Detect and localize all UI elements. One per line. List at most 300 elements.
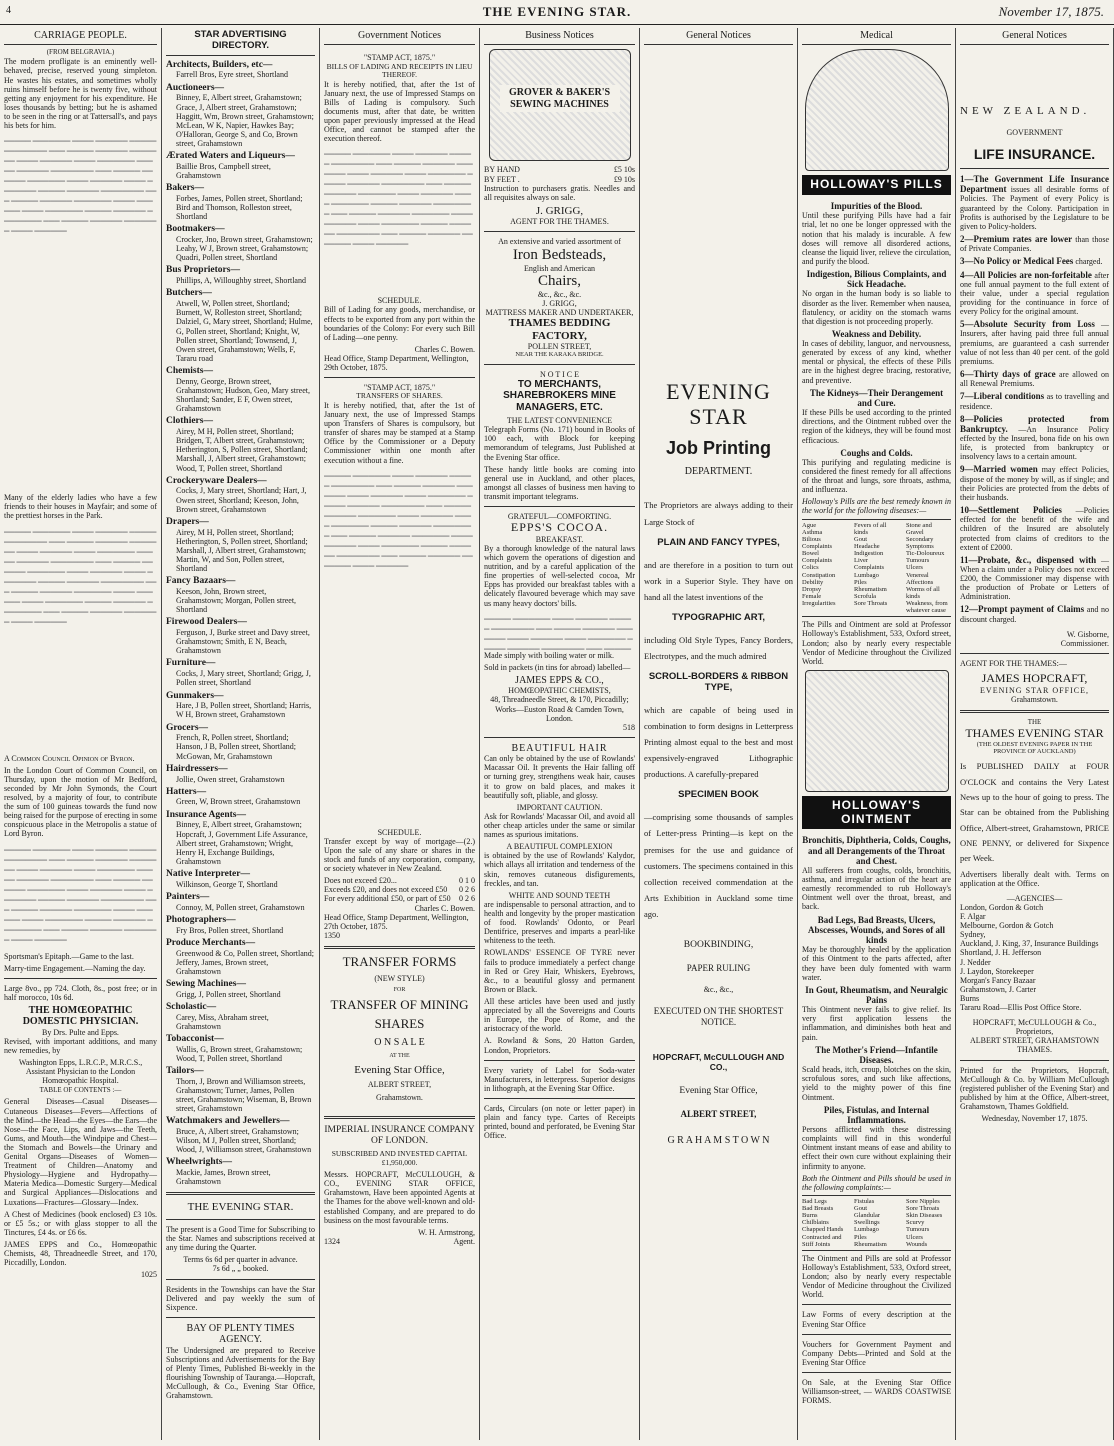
directory-category: Bootmakers— [166,224,225,235]
proprietor-company: HOPCRAFT, McCULLOUGH & Co., [972,1018,1097,1028]
article-subheading: A Common Council Opinion of Byron. [4,753,135,763]
disease-item: Bowel Complaints [802,550,832,565]
agency-item: Auckland, J. King, 37, Insurance Buildings [960,939,1099,949]
complexion-heading: A BEAUTIFUL COMPLEXION [506,842,613,852]
complaint-item: Chilblains [802,1219,829,1227]
price-label: BY HAND [484,165,520,175]
directory-item [166,224,315,262]
column-medical [798,28,956,1440]
transfer-title: TRANSFER FORMS [342,953,457,969]
directory-category: Chemists— [166,365,213,376]
complaint-item: Contracted and Stiff Joints [802,1233,842,1248]
sewing-machine-engraving [489,49,631,161]
agency-item: Tararu Road—Ellis Post Office Store. [960,1003,1082,1013]
complaint-item: Wounds [906,1240,928,1248]
directory-item [166,1002,315,1031]
proprietors-text: The Proprietors are always adding to their Large Stock of [644,500,793,527]
notice-body-text [324,146,475,296]
grigg-name: J. GRIGG, [535,204,584,217]
notice-heading: "STAMP ACT, 1875." [363,53,436,63]
insurance-item-heading: 9—Married women [960,464,1038,475]
vouchers: Vouchers for Government Payment and Company Debts—Printed and Sold at the Evening Star Office [802,1339,951,1367]
directory-category: Tobacconist— [166,1033,224,1044]
price-value: £5 10s [613,165,635,175]
insurance-item [960,505,1109,552]
directory-item [166,265,315,285]
schedule-heading: SCHEDULE. [377,296,422,306]
duty-table [324,876,475,903]
disease-item: Fevers of all kinds [854,521,887,536]
directory-item [166,151,315,180]
medical-text: No organ in the human body is so liable to disorder as the liver. Remember when nausea, flatulency, or acidity on the stomach warns that digestion is not proceeding properly. [802,289,951,326]
assortment-line: An extensive and varied assortment of [498,237,621,247]
divider [484,1060,635,1061]
directory-item [166,476,315,514]
directory-item [166,617,315,655]
directory-category: Insurance Agents— [166,809,246,820]
medical-heading: Impurities of the Blood. [830,201,923,212]
toc-heading: TABLE OF CONTENTS :— [39,1086,122,1095]
directory-entries: Wallis, G, Brown street, Grahamstown; Wood, T, Pollen street, Shortland [176,1044,303,1063]
insurance-item-heading: 10—Settlement Policies [960,505,1062,516]
medical-heading: Piles, Fistulas, and Internal Inflammations. [823,1104,930,1125]
disease-item: Liver Complaints [854,557,884,572]
directory-category: Bakers— [166,183,204,194]
directory-item [166,691,315,720]
agency-list [960,903,1109,1012]
disease-item: Lumbago [854,571,879,579]
column-heading: STAR ADVERTISING DIRECTORY. [166,28,315,56]
disease-item: Weakness, from whatever cause [906,600,948,615]
complaint-item: Bad Breasts [802,1205,834,1213]
cocoa-title: EPPS'S COCOA. [510,520,609,535]
complexion-text: is obtained by the use of Rowlands' Kalydor, which allays all irritation and tenderness of the skin, removes cutaneous disfigurements, freckles, and tan. [484,851,635,888]
life-insurance-heading: LIFE INSURANCE. [973,146,1096,163]
issue-date: November 17, 1875. [998,4,1104,19]
directory-item [166,787,315,807]
insurance-item-heading: 3—No Policy or Medical Fees [960,256,1074,267]
medical-heading: Weakness and Debility. [831,328,922,339]
transfer-line: TRANSFER OF MINING [330,996,469,1012]
page-number: 4 [6,5,11,16]
directory-entries: Jollie, Owen street, Grahamstown [176,774,285,784]
disease-item: Colics [802,564,819,572]
typographic-art: TYPOGRAPHIC ART, [671,611,766,623]
column-business-notices [480,28,640,1440]
divider [484,364,635,365]
transfer-line: SHARES [374,1015,425,1031]
disease-item: Scrofula [854,592,877,600]
evening-star-heading: EVENING STAR [666,379,771,430]
both-line: Both the Ointment and Pills should be used in the following complaints:— [802,1173,951,1192]
near-line: NEAR THE KARAKA BRIDGE. [515,351,604,359]
directory-item [166,979,315,999]
directory-category: Produce Merchants— [166,937,256,948]
price-row [484,175,635,184]
agency-item: Sydney, [960,930,986,940]
medical-heading: In Gout, Rheumatism, and Neuralgic Pains [805,984,948,1005]
cards-text: Cards, Circulars (on note or letter paper) in plain and fancy type. Cartes of Receipts printed, bound and perforated, be Evening Star Office. [484,1103,635,1141]
divider [484,1098,635,1099]
ad-number: 518 [623,722,635,732]
complaint-item: Skin Diseases [906,1212,943,1220]
disease-item: Worms of all kinds [906,585,940,600]
directory-entries: Phillips, A, Willoughby street, Shortland [176,276,306,286]
directory-entries: Crocker, Jno, Brown street, Grahamstown; Leahy, W J, Brown street, Grahamstown; Quadri, Pollen street, Shortland [176,235,313,263]
insurance-item [960,234,1109,253]
complaint-list [802,1195,951,1251]
directory-category: Gunmakers— [166,690,224,701]
column-government-notices [320,28,480,1440]
medical-heading: Bronchitis, Diphtheria, Colds, Coughs, and all Derangements of the Throat and Chest. [802,835,951,866]
article-body-text [4,524,157,754]
cocoa-company: JAMES EPPS & CO., [515,674,604,686]
directory-entries: Carey, Miss, Abraham street, Grahamstown [176,1012,269,1031]
directory-entries: Greenwood & Co, Pollen street, Shortland; Jeffery, James, Brown street, Grahamstown [176,948,314,976]
complaint-item: Chapped Hands [802,1226,844,1234]
duty-row [324,885,475,894]
directory-category: Painters— [166,891,210,902]
complaint-item: Ulcers [906,1233,923,1241]
directory-category: Drapers— [166,516,209,527]
directory-item [166,1034,315,1063]
column-job-printing [640,28,798,1440]
complaint-item: Tumours [906,1226,930,1234]
medical-heading: Indigestion, Bilious Complaints, and Sick Headache. [806,268,947,290]
including-text: including Old Style Types, Fancy Borders, Electrotypes, and the much admired [644,634,793,661]
signature-role: Commissioner. [1060,638,1109,648]
directory-entries: Thorn, J, Brown and Williamson streets, Grahamstown; Turner, James, Pollen street, Grahamstown; Wiseman, B, Brown street, Grahamstown [176,1076,312,1114]
disease-item: Female Irregularities [802,592,836,608]
insurance-item [960,369,1109,388]
insurance-item-text: may effect Policies, dispose of the money by will, as if single; and their Policies are protected from the debts of their husbands. [960,465,1110,502]
column-advertising-directory [162,28,320,1440]
insurance-item-heading: 11—Probate, &c., dispensed with [960,554,1097,565]
insurance-item-heading: 7—Liberal conditions [960,391,1045,402]
tes-title: THAMES EVENING STAR [965,725,1104,740]
insurance-list [960,174,1109,624]
cocoa-address: 48, Threadneedle Street, & 170, Piccadilly; Works—Euston Road & Camden Town, London. [490,695,629,723]
medical-text: If these Pills be used according to the printed directions, and the Ointment rubbed over the region of the kidneys, they will be found most efficacious. [802,408,951,445]
complaint-item: Rheumatism [854,1240,887,1248]
insurance-item-text: —An Insurance Policy effected by the Insured, bona fide on his own life, is protected from bankruptcy or insolvency laws to a certain amount. [960,424,1109,462]
directory-entries: Atwell, W, Pollen street, Shortland; Burnett, W, Rolleston street, Shortland; Dalziel, G, Mary street, Shortland; Hulme, G, Pollen street, Shortland; Knight, W, Pollen street, Shortland; Townsend, J, Owen street, Grahamstown; Wells, F, Tararu road [176,299,313,363]
divider [802,1304,951,1305]
agency-item: Shortland, J. H. Jefferson [960,948,1042,958]
medical-text: Scald heads, itch, croup, blotches on the skin, scrofulous sores, and such like affections, yield to the mighty power of this fine Ointment. [802,1065,951,1102]
signature: Charles C. Bowen. [414,903,475,913]
insurance-item [960,319,1109,366]
insurance-item-heading: 2—Premium rates are lower [960,233,1073,244]
complaint-item: Fistulas [854,1197,875,1205]
notice-body-text [324,468,475,828]
column-heading: CARRIAGE PEOPLE. [4,28,157,45]
paper-ruling: PAPER RULING [686,963,751,974]
disease-list [802,519,951,618]
divider [960,653,1109,654]
column-heading: General Notices [960,28,1109,45]
signature-place: Head Office, Stamp Department, Wellington, 29th October, 1875. [324,354,469,373]
directory-item [166,517,315,573]
insurance-item-heading: 6—Thirty days of grace [960,368,1056,379]
divider [802,1372,951,1373]
complaint-item: Burns [802,1212,818,1220]
directory-category: Ærated Waters and Liqueurs— [166,151,295,162]
sovereigns-text: All these articles have been used and justly appreciated by all the Sovereigns and Courts in Europe, the Pope of Rome, and the aristocracy of the world. [484,996,635,1034]
disease-item: Stone and Gravel [906,521,932,536]
handy-text: These handy little books are coming into general use in Auckland, and other places, amongst all classes of business men having to transmit important telegrams. [484,464,635,501]
comprising-text: —comprising some thousands of samples of Letter-press Printing—is kept on the premises for the use and guidance of customers. The specimens contained in this collection received commendation at the Arts Exhibition in Auckland some time ago. [644,812,793,920]
grigg-name: J. GRIGG, [542,298,577,308]
directory-item [166,366,315,413]
directory-item [166,810,315,866]
directory-category: Clothiers— [166,416,213,427]
holloway-crest-engraving [805,49,949,171]
tes-published: Is PUBLISHED DAILY at FOUR O'CLOCK and contains the Very Latest News up to the hour of going to press. The Star can be obtained from the Publishing Office, Albert-street, Grahamstown, PRICE ONE PENNY, or delivered for Sixpence per Week. [960,761,1109,864]
imperial-sub: SUBSCRIBED AND INVESTED CAPITAL £1,950,000. [331,1148,468,1167]
column-heading: Business Notices [484,28,635,45]
ad-number: 1350 [324,930,340,940]
proprietors-address: ALBERT STREET, GRAHAMSTOWN THAMES. [969,1036,1100,1055]
directory-list [166,60,315,1187]
directory-entries: Connoy, M, Pollen street, Grahamstown [176,902,305,912]
transfer-line: Grahamstown. [376,1093,423,1103]
complaint-item: Gout [854,1205,867,1213]
article-paragraph: The modern profligate is an eminently well-behaved, precise, reserved young simpleton. He wastes his estates, and sometimes wholly ruins himself before he is twenty five, without getting any enjoyment for his expenditure. He loses thousands by betting; but he is ashamed to be seen in the ring or at Tattersall's, and pays his bets for him. [4,57,157,131]
directory-category: Butchers— [166,288,212,299]
complaint-item: Sore Nipples [906,1197,940,1205]
duty-value: 0 1 0 [459,876,475,886]
insurance-item-text: are allowed on all Renewal Premiums. [960,369,1110,389]
disease-item: Constipation [802,571,836,579]
directory-entries: Mackie, James, Brown street, Grahamstown [176,1168,271,1187]
directory-category: Bus Proprietors— [166,265,240,276]
disease-item: Rheumatism [854,585,887,593]
transfer-line: (NEW STYLE) [374,973,425,983]
schedule-text: Transfer except by way of mortgage—(2.) Upon the sale of any share or shares in the stock and funds of any corporation, company, or society whatever in New Zealand. [324,836,475,874]
agency-item: London, Gordon & Gotch [960,902,1044,912]
divider [324,377,475,378]
directory-item [166,1157,315,1186]
residents-text: Residents in the Townships can have the Star Delivered and pay weekly the sum of Sixpence. [166,1284,315,1312]
directory-item [166,938,315,976]
establishment-text: The Ointment and Pills are sold at Professor Holloway's Establishment, 533, Oxford street, London; also by nearly every respectable Vendor of Medicine throughout the Civilized World. [802,1253,951,1300]
divider [484,737,635,738]
imprint-date: Wednesday, November 17, 1875. [981,1114,1088,1124]
job-printing-heading: Job Printing [666,437,771,458]
nz-heading: NEW ZEALAND. [960,105,1091,118]
blank-space [644,49,793,379]
book-title: THE HOMŒOPATHIC DOMESTIC PHYSICIAN. [22,1004,139,1028]
specimen-book: SPECIMEN BOOK [678,789,759,801]
agency-item: Burns [960,993,980,1003]
es-office: Evening Star Office, [679,1086,758,1097]
imperial-text: Messrs. HOPCRAFT, McCULLOUGH, & CO., EVENING STAR OFFICE, Grahamstown, Have been appointed Agents at the Thames for the above well-known and old-established Company, and are prepared to do business on the most favourable terms. [324,1170,475,1225]
etc-line: &c., &c., &c. [537,289,582,299]
imperial-heading: IMPERIAL INSURANCE COMPANY OF LONDON. [324,1125,475,1147]
notice-text: It is hereby notified, that, after the 1st of January next, the use of Impressed Stamps on Bills of Lading is compulsory. Such documents must, after that date, be written upon paper previously impressed at the Head Office, and cannot be stamped after the execution thereof. [324,79,475,144]
instruction-text: Instruction to purchasers gratis. Needles and all requisites always on sale. [484,183,635,202]
sold-text: The Pills and Ointment are sold at Professor Holloway's Establishment, 533, Oxford street, London; also by nearly every respectable Vendor of Medicine throughout the Civilized World. [802,620,951,666]
agency-item: J. Laydon, Storekeeper [960,966,1034,976]
article-source: (FROM BELGRAVIA.) [46,48,115,57]
ad-number: 1324 [324,1236,340,1246]
divider [166,1219,315,1220]
hair-text: Can only be obtained by the use of Rowlands' Macassar Oil. It prevents the Hair falling off or turning grey, strengthens weak hair, causes it to grow on bald places, and makes it beautifully soft, pliable, and glossy. [484,754,635,800]
law-forms: Law Forms of every description at the Evening Star Office [802,1310,951,1329]
toc-text: General Diseases—Casual Diseases—Cutaneous Diseases—Fevers—Affections of the Mind—the Head—the Eyes—the Ears—the Nose—the Face, Lips, and Jaws—the Teeth, Gums, and Mouth—the Windpipe and Chest—the Stomach and Bowels—the Urinary and Genital Organs—Diseases of Women—Treatment of Children—Anatomy and Physiology—Hygiene and Hydropathy—Materia Medica—Domestic Surgery—Medical and Surgical Appliances—Dislocations and Luxations—Fractures—Glossary—Index. [4,1097,157,1207]
medicine-chest: A Chest of Medicines (book enclosed) £3 10s. or £5 5s.; or with glass stopper to all the Tinctures, £4 4s. or £6 6s. [4,1209,157,1237]
telegraph-text: Telegraph Forms (No. 171) bound in Books of 100 each, with Block for keeping memorandum of telegrams, Just Published at the Evening Star office. [484,425,635,462]
complaint-item: Scurvy [906,1219,925,1227]
tes-the: THE [1027,717,1042,726]
bedsteads-sub: English and American [523,263,596,273]
directory-item [166,764,315,784]
directory-entries: Keeson, John, Brown street, Grahamstown; Morgan, Pollen street, Shortland [176,586,297,615]
rowland-address: A. Rowland & Sons, 20 Hatton Garden, London, Proprietors. [484,1036,635,1055]
cocoa-body-text [484,611,635,651]
duty-row [324,876,475,885]
insurance-item-text: —Insurers, after having paid three full annual premiums, are guaranteed a cash surrender value of not less than 40 per cent. of the gold premiums. [960,320,1109,366]
department-label: DEPARTMENT. [684,466,753,478]
agencies-heading: —AGENCIES— [1006,893,1063,903]
directory-item [166,1116,315,1154]
directory-category: Scholastic— [166,1001,217,1012]
medical-text: This purifying and regulating medicine is considered the finest remedy for all affections of the throat and lungs, sore throats, asthma, and influenza. [802,457,951,495]
directory-category: Furniture— [166,658,216,669]
bay-heading: BAY OF PLENTY TIMES AGENCY. [186,1322,295,1346]
complaint-item: Glandular Swellings [854,1212,880,1227]
medical-heading: The Mother's Friend—Infantile Diseases. [815,1044,938,1065]
directory-entries: Baillie Bros, Campbell street, Grahamstown [176,161,271,181]
ointment-figure-engraving [805,670,949,792]
divider [324,946,475,949]
directory-category: Firewood Dealers— [166,617,247,628]
directory-category: Photographers— [166,914,236,925]
government-label: GOVERNMENT [1006,127,1063,137]
cocoa-made: Made simply with boiling water or milk. [484,650,614,660]
disease-item: Piles [854,578,867,586]
joke-line: Sportsman's Epitaph.—Game to the last. [4,951,134,961]
medical-heading: Bad Legs, Bad Breasts, Ulcers, Abscesses, Wounds, and Sores of all kinds [808,914,945,946]
labels-text: Every variety of Label for Soda-water Manufacturers, in letterpress. Superior designs in lithograph, at the Evening Star Office. [484,1065,635,1093]
transfer-line: AT THE [389,1052,410,1059]
terms-line: 7s 6d „ „ booked. [212,1264,269,1274]
medical-text: May be thoroughly healed by the application of this Ointment to the parts affected, after they have been duly fomented with warm water. [802,945,951,982]
directory-entries: Fry Bros, Pollen street, Shortland [176,925,284,935]
teeth-heading: WHITE AND SOUND TEETH [508,890,611,900]
complaint-item: Piles [854,1233,867,1241]
directory-category: Fancy Bazaars— [166,576,236,587]
divider [166,1317,315,1318]
agency-item: J. Nedder [960,957,991,967]
signature: W. H. Armstrong, [418,1227,475,1237]
bay-text: The Undersigned are prepared to Receive Subscriptions and Advertisements for the Bay of Plenty Times, Published Bi-weekly in the flourishing Township of Tauranga.—Hopcraft, McCullough, & Co., Evening Star Office, Grahamstown. [166,1345,315,1401]
tes-oldest: (THE OLDEST EVENING PAPER IN THE PROVINCE OF AUCKLAND) [976,740,1093,756]
divider [484,506,635,507]
price-label: BY FEET . [484,174,520,184]
es-heading: THE EVENING STAR. [187,1201,294,1214]
bedsteads: Iron Bedsteads, [512,246,607,263]
directory-entries: Bruce, A, Albert street, Grahamstown; Wilson, M J, Pollen street, Shortland; Wood, J, Williamson street, Grahamstown [176,1127,312,1155]
directory-item [166,869,315,889]
article-body-text [4,842,157,952]
directory-item [166,658,315,687]
complaint-item: Sore Throats [906,1205,940,1213]
grahamstown: G R A H A M S T O W N [667,1135,770,1147]
article-paragraph: In the London Court of Common Council, on Thursday, upon the motion of Mr Bedford, seconded by Mr John Symonds, the Court resolved, by a majority of four, to contribute the sum of 100 guineas towards the fund now being raised for the purpose of erecting in some conspicuous place in the Metropolis a statue of Lord Byron. [4,765,157,839]
directory-item [166,60,315,80]
insurance-item-heading: 12—Prompt payment of Claims [960,604,1085,615]
divider [960,710,1109,713]
directory-entries: Denny, George, Brown street, Grahamstown; Hudson, Geo, Mary street, Shortland; Sander, E F, Owen street, Grahamstown [176,376,310,414]
directory-category: Crockeryware Dealers— [166,475,267,486]
article-body-text [4,133,157,493]
newspaper-title: THE EVENING STAR. [482,4,632,19]
imprint-text: Printed for the Proprietors, Hopcraft, McCullough & Co. by William McCullough (registered publisher of the Evening Star) and published by him at the Office, Albert-street, Grahamstown, Thames Goldfield. [960,1065,1109,1112]
medical-heading: Coughs and Colds. [840,447,913,458]
duty-value: 0 2 6 [459,894,475,904]
duty-label: For every additional £50, or part of £50 [324,894,451,904]
book-ad-line: Large 8vo., pp 724. Cloth, 8s., post free; or in half morocco, 10s 6d. [4,983,157,1002]
cocoa-sold: Sold in packets (in tins for abroad) labelled— [484,662,631,672]
insurance-item-text: issues all desirable forms of Policies. The Payment of every Policy is guaranteed by the Colony. Participation in Profits is authorised by the Legislature to be given to Policy-holders. [960,185,1110,231]
caution-text: Ask for Rowlands' Macassar Oil, and avoid all other cheap articles under the same or similar names as spurious imitations. [484,811,635,840]
directory-entries: Farrell Bros, Eyre street, Shortland [176,70,288,80]
disease-item: Debility [802,578,824,586]
insurance-item-heading: 4—All Policies are non-forfeitable [960,269,1092,280]
on-sale: On Sale, at the Evening Star Office Williamson-street, — WARDS COASTWISE FORMS. [802,1377,951,1406]
hair-heading: BEAUTIFUL HAIR [511,742,608,754]
directory-category: Native Interpreter— [166,868,250,879]
holloways-pills-banner: HOLLOWAY'S PILLS [802,175,951,195]
column-carriage-people [0,28,162,1440]
divider [166,1192,315,1195]
capable-text: which are capable of being used in combination to form designs in Letterpress Printing almost equal to the best and most expensively-engraved Lithographic productions. A carefully-prepared [644,704,793,780]
disease-item: Headache [854,542,880,550]
price-row [484,165,635,174]
duty-label: Does not exceed £20... [324,876,397,886]
agent-town: Grahamstown. [1011,694,1058,704]
book-revised: Revised, with important additions, and many new remedies, by [4,1036,157,1055]
es-text: The present is a Good Time for Subscribing to the Star. Names and subscriptions received at any time during the Quarter. [166,1224,315,1253]
directory-item [166,183,315,221]
divider [4,978,157,979]
notice-subheading: TRANSFERS OF SHARES. [356,391,443,401]
directory-category: Sewing Machines— [166,978,246,989]
directory-entries: Binney, E, Albert street, Grahamstown; Grace, J, Albert street, Grahamstown; Haggitt, Wm, Brown street, Grahamstown; McLean, W K, Napier, Hawkes Bay; O'Halloran, George S, and Co, Brown street, Grahamstown [176,93,314,148]
directory-category: Hairdressers— [166,763,228,774]
essence-text: ROWLANDS' ESSENCE OF TYRE never fails to produce immediately a perfect change in Red or Grey Hair, Whiskers, Eyebrows, &c., to a beautiful glossy and permanent Brown or Black. [484,948,635,994]
hopcraft-company: HOPCRAFT, McCULLOUGH AND CO., [652,1051,785,1072]
directory-item [166,83,315,148]
medical-heading: The Kidneys—Their Derangement and Cure. [809,387,944,408]
insurance-item [960,270,1109,317]
column-life-insurance [956,28,1114,1440]
directory-item [166,892,315,912]
disease-item: Asthma [802,528,823,536]
disease-item: Ulcers [906,564,923,572]
bedding-factory: THAMES BEDDING FACTORY, [508,317,611,342]
column-heading: Medical [802,28,951,45]
insurance-item [960,555,1109,602]
executed-line: EXECUTED ON THE SHORTEST NOTICE. [653,1006,784,1027]
disease-item: Tumours [906,557,930,565]
schedule-text: Bill of Lading for any goods, merchandise, or effects to be exported from any port within the boundaries of the Colony: For every such Bill of Lading—one penny. [324,305,475,342]
disease-item: Dropsy [802,585,822,593]
book-author: Washington Epps, L.R.C.P., M.R.C.S., [18,1058,143,1068]
signature-role: Agent. [453,1236,475,1246]
